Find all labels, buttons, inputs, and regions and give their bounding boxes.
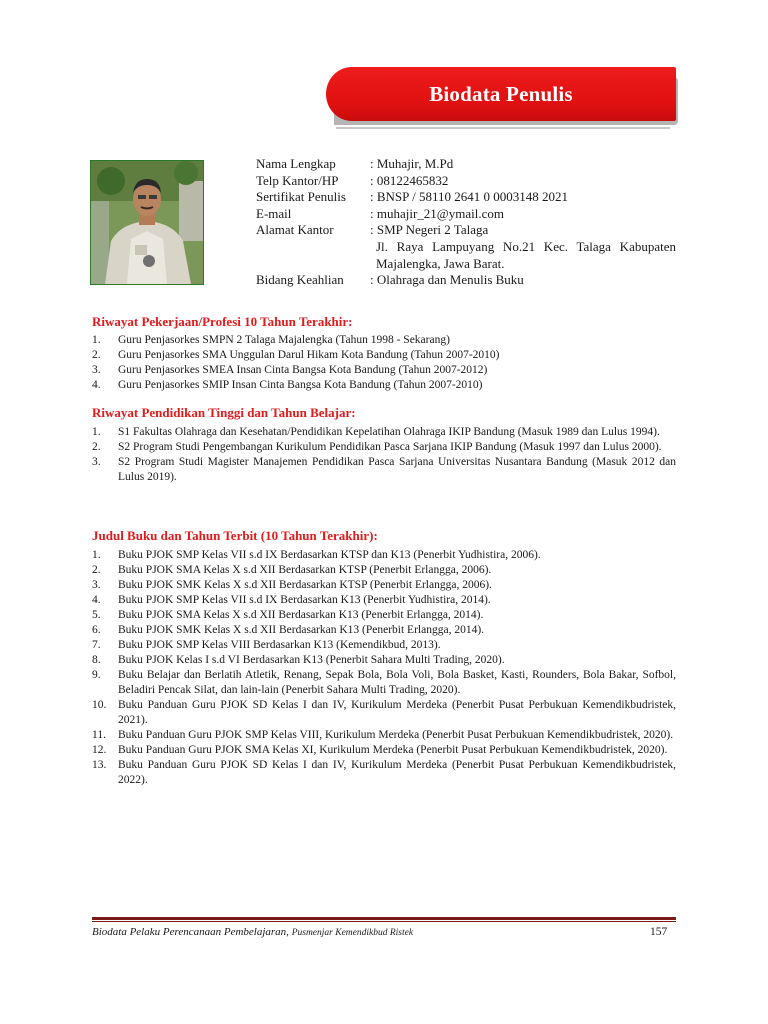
list-item xyxy=(92,578,676,593)
work-history-list xyxy=(92,333,676,393)
list-text: Guru Penjasorkes SMPN 2 Talaga Majalengka (Tahun 1998 - Sekarang) xyxy=(118,334,450,346)
title-banner xyxy=(326,67,678,123)
profile-row-name xyxy=(256,156,676,173)
banner-shape xyxy=(326,67,676,121)
list-number: 1. xyxy=(92,426,101,438)
list-number: 2. xyxy=(92,441,101,453)
profile-row-phone xyxy=(256,173,676,190)
list-text: Buku PJOK SMA Kelas X s.d XII Berdasarkan K13 (Penerbit Erlangga, 2014). xyxy=(118,609,484,621)
list-item xyxy=(92,563,676,578)
list-text: Guru Penjasorkes SMA Unggulan Darul Hikam Kota Bandung (Tahun 2007-2010) xyxy=(118,349,500,361)
list-text: Guru Penjasorkes SMEA Insan Cinta Bangsa Kota Bandung (Tahun 2007-2012) xyxy=(118,364,488,376)
profile-value: : muhajir_21@ymail.com xyxy=(370,205,505,221)
profile-label: Nama Lengkap xyxy=(256,156,336,171)
profile-value: : 08122465832 xyxy=(370,172,449,188)
list-text: Buku PJOK SMP Kelas VII s.d IX Berdasarkan KTSP dan K13 (Penerbit Yudhistira, 2006). xyxy=(118,549,541,561)
profile-label: Telp Kantor/HP xyxy=(256,172,339,188)
profile-row-email xyxy=(256,206,676,223)
profile-value: Jl. Raya Lampuyang No.21 Kec. Talaga Kabupaten Majalengka, Jawa Barat. xyxy=(376,238,676,271)
list-text: Buku PJOK SMP Kelas VII s.d IX Berdasarkan K13 (Penerbit Yudhistira, 2014). xyxy=(118,594,491,606)
list-number: 3. xyxy=(92,579,101,591)
profile-row-expertise xyxy=(256,272,676,289)
footer-caption xyxy=(92,926,413,938)
author-photo-image xyxy=(91,161,203,284)
profile-label: Sertifikat Penulis xyxy=(256,189,346,205)
list-text: Buku Panduan Guru PJOK SD Kelas I dan IV, Kurikulum Merdeka (Penerbit Pusat Perbukuan Kemendikbudristek, 2022). xyxy=(118,759,676,786)
list-number: 8. xyxy=(92,654,101,666)
profile-label: Alamat Kantor xyxy=(256,222,334,238)
profile-row-address xyxy=(256,239,676,272)
work-history-heading: Riwayat Pekerjaan/Profesi 10 Tahun Terakhir: xyxy=(92,314,353,329)
page-number: 157 xyxy=(650,926,668,938)
list-number: 2. xyxy=(92,349,101,361)
list-text: Buku Belajar dan Berlatih Atletik, Renang, Sepak Bola, Bola Voli, Bola Basket, Kasti, Rounders, Bola Bakar, Sofbol, Beladiri Pencak Silat, dan lain-lain (Penerbit Sahara Multi Trading, 2020). xyxy=(118,669,676,696)
list-text: Buku Panduan Guru PJOK SMA Kelas XI, Kurikulum Merdeka (Penerbit Pusat Perbukuan Kemendikbudristek, 2020). xyxy=(118,744,668,756)
profile-value: : Muhajir, M.Pd xyxy=(370,156,454,171)
list-item xyxy=(92,363,676,378)
list-item xyxy=(92,378,676,393)
list-text: Buku PJOK SMA Kelas X s.d XII Berdasarkan KTSP (Penerbit Erlangga, 2006). xyxy=(118,564,492,576)
list-text: Guru Penjasorkes SMIP Insan Cinta Bangsa Kota Bandung (Tahun 2007-2010) xyxy=(118,379,483,391)
books-list xyxy=(92,548,676,788)
list-number: 1. xyxy=(92,549,101,561)
list-number: 4. xyxy=(92,379,101,391)
banner-underline xyxy=(336,127,670,129)
footer-caption-main: Biodata Pelaku Perencanaan Pembelajaran, xyxy=(92,926,292,938)
list-item xyxy=(92,638,676,653)
list-number: 13. xyxy=(92,759,107,771)
education-list xyxy=(92,425,676,485)
list-item xyxy=(92,668,676,698)
list-text: S2 Program Studi Magister Manajemen Pendidikan Pasca Sarjana Universitas Nusantara Bandung (Masuk 2012 dan Lulus 2019). xyxy=(118,456,676,483)
list-text: S2 Program Studi Pengembangan Kurikulum Pendidikan Pasca Sarjana IKIP Bandung (Masuk 1997 dan Lulus 2000). xyxy=(118,441,662,453)
page-title: Biodata Penulis xyxy=(429,81,573,106)
list-item xyxy=(92,608,676,623)
education-heading: Riwayat Pendidikan Tinggi dan Tahun Belajar: xyxy=(92,405,356,420)
profile-value: : BNSP / 58110 2641 0 0003148 2021 xyxy=(370,189,569,205)
list-number: 11. xyxy=(92,729,106,741)
profile-label: E-mail xyxy=(256,205,292,221)
list-text: Buku PJOK Kelas I s.d VI Berdasarkan K13 (Penerbit Sahara Multi Trading, 2020). xyxy=(118,654,505,666)
footer-rule-thin xyxy=(92,921,676,922)
list-text: Buku PJOK SMP Kelas VIII Berdasarkan K13 (Kemendikbud, 2013). xyxy=(118,639,441,651)
list-number: 4. xyxy=(92,594,101,606)
profile-info xyxy=(256,156,676,289)
list-number: 3. xyxy=(92,456,101,468)
list-number: 12. xyxy=(92,744,107,756)
list-text: Buku PJOK SMK Kelas X s.d XII Berdasarkan KTSP (Penerbit Erlangga, 2006). xyxy=(118,579,492,591)
list-item xyxy=(92,623,676,638)
list-item xyxy=(92,743,676,758)
list-item xyxy=(92,425,676,440)
list-number: 10. xyxy=(92,699,107,711)
list-item xyxy=(92,698,676,728)
profile-label: Bidang Keahlian xyxy=(256,272,344,288)
profile-row-certificate xyxy=(256,189,676,206)
list-item xyxy=(92,653,676,668)
list-number: 5. xyxy=(92,609,101,621)
list-item xyxy=(92,593,676,608)
list-number: 1. xyxy=(92,334,101,346)
list-item xyxy=(92,728,676,743)
list-text: Buku PJOK SMK Kelas X s.d XII Berdasarkan K13 (Penerbit Erlangga, 2014). xyxy=(118,624,485,636)
list-number: 3. xyxy=(92,364,101,376)
profile-value: : Olahraga dan Menulis Buku xyxy=(370,272,524,288)
list-item xyxy=(92,333,676,348)
books-heading: Judul Buku dan Tahun Terbit (10 Tahun Terakhir): xyxy=(92,528,378,543)
list-number: 7. xyxy=(92,639,101,651)
footer-rule xyxy=(92,917,676,920)
profile-value: : SMP Negeri 2 Talaga xyxy=(370,222,489,238)
profile-row-office xyxy=(256,222,676,239)
list-item xyxy=(92,440,676,455)
list-text: Buku Panduan Guru PJOK SMP Kelas VIII, Kurikulum Merdeka (Penerbit Pusat Perbukuan Kemendikbudristek, 2020). xyxy=(118,729,674,741)
list-text: S1 Fakultas Olahraga dan Kesehatan/Pendidikan Kepelatihan Olahraga IKIP Bandung (Masuk 1989 dan Lulus 1994). xyxy=(118,426,660,438)
list-item xyxy=(92,548,676,563)
list-number: 6. xyxy=(92,624,101,636)
list-item xyxy=(92,348,676,363)
author-photo xyxy=(90,160,204,285)
list-number: 9. xyxy=(92,669,101,681)
list-text: Buku Panduan Guru PJOK SD Kelas I dan IV, Kurikulum Merdeka (Penerbit Pusat Perbukuan Kemendikbudristek, 2021). xyxy=(118,699,676,726)
list-item xyxy=(92,455,676,485)
list-number: 2. xyxy=(92,564,101,576)
profile-label xyxy=(256,239,370,272)
footer-caption-small: Pusmenjar Kemendikbud Ristek xyxy=(291,928,414,938)
list-item xyxy=(92,758,676,788)
